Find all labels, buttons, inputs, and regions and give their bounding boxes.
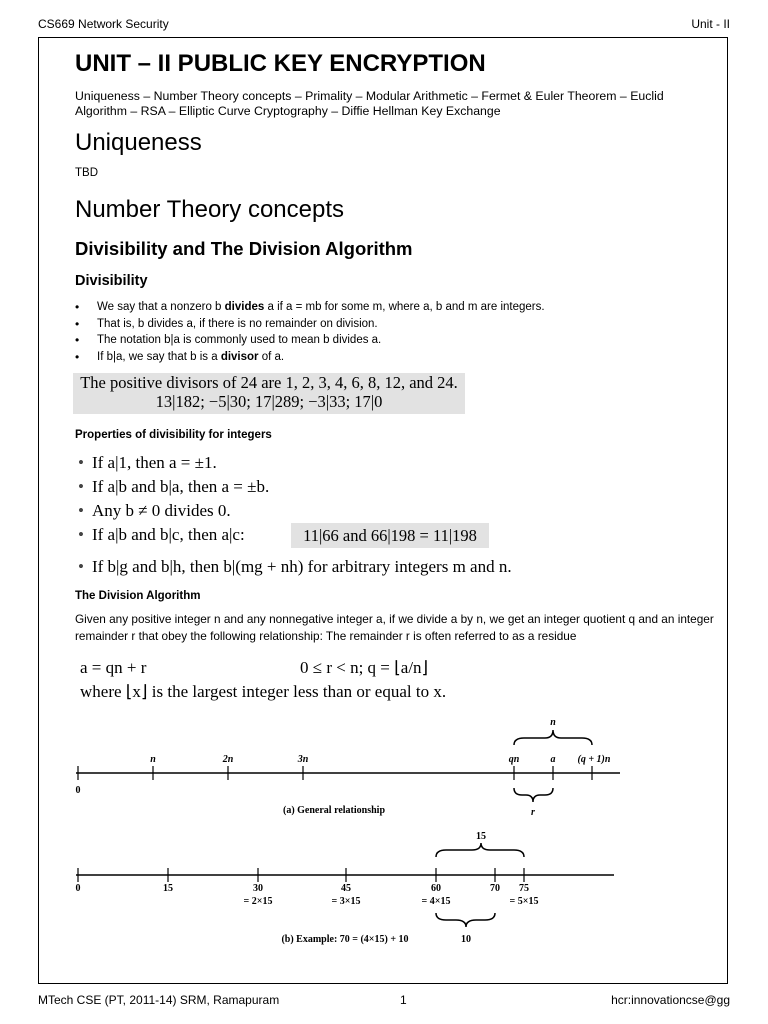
tick-label: 30 — [253, 883, 263, 894]
property-item: • If a|1, then a = ±1. — [78, 453, 217, 473]
tick-label: 15 — [163, 883, 173, 894]
brace-bottom-a — [514, 788, 553, 802]
divisibility-bullets — [75, 300, 545, 366]
divisors-example-line1: The positive divisors of 24 are 1, 2, 3, 4, 6, 8, 12, and 24. — [80, 373, 458, 392]
uniqueness-body: TBD — [75, 167, 98, 179]
tick-label: a — [550, 754, 556, 765]
tick-sublabel: = 3×15 — [331, 896, 361, 907]
formula-a: a = qn + r — [80, 658, 147, 677]
tick-label: 45 — [341, 883, 351, 894]
divisors-example-box — [73, 373, 465, 414]
figure-a-caption: (a) General relationship — [282, 805, 386, 816]
tick-sublabel: = 4×15 — [421, 896, 451, 907]
footer-page-number: 1 — [400, 993, 407, 1007]
bullet-item: • We say that a nonzero b divides a if a = mb for some m, where a, b and m are integers. — [75, 300, 545, 317]
tick-label: 60 — [431, 883, 441, 894]
running-header-course: CS669 Network Security — [38, 17, 169, 31]
division-algorithm-heading: The Division Algorithm — [75, 590, 201, 602]
brace-label: n — [550, 717, 556, 728]
tick-label: n — [150, 754, 156, 765]
transitivity-example-box: 11|66 and 66|198 = 11|198 — [291, 523, 489, 548]
brace-label: r — [531, 807, 535, 818]
division-algorithm-figure — [0, 710, 768, 970]
property-item: • Any b ≠ 0 divides 0. — [78, 501, 231, 521]
number-theory-heading: Number Theory concepts — [75, 196, 345, 223]
brace-bottom-b — [436, 913, 495, 927]
property-item: • If a|b and b|c, then a|c: — [78, 525, 245, 545]
page-title: UNIT – II PUBLIC KEY ENCRYPTION — [75, 50, 486, 77]
figure-b-caption: (b) Example: 70 = (4×15) + 10 — [281, 934, 409, 945]
tick-label: 3n — [297, 754, 309, 765]
tick-label: 2n — [222, 754, 234, 765]
division-algorithm-paragraph: Given any positive integer n and any nonnegative integer a, if we divide a by n, we get an integer quotient q and an integer remainder r that obey the following relationship: The remainder r is often referred to as a residue — [75, 612, 714, 643]
tick-label: 75 — [519, 883, 529, 894]
brace-label: 10 — [461, 934, 471, 945]
uniqueness-heading: Uniqueness — [75, 129, 202, 156]
formula-where: where ⌊x⌋ is the largest integer less than or equal to x. — [80, 682, 447, 701]
topics-list: Uniqueness – Number Theory concepts – Primality – Modular Arithmetic – Fermet & Euler Theorem – Euclid Algorithm – RSA – Elliptic Curve Cryptography – Diffie Hellman Key Exchange — [75, 89, 664, 118]
footer-program: MTech CSE (PT, 2011-14) SRM, Ramapuram — [38, 993, 280, 1007]
division-algorithm-section-heading: Divisibility and The Division Algorithm — [75, 238, 413, 259]
properties-heading: Properties of divisibility for integers — [75, 429, 272, 441]
property-item: • If a|b and b|a, then a = ±b. — [78, 477, 269, 497]
footer-contact: hcr:innovationcse@gg — [611, 993, 730, 1007]
formula-b: 0 ≤ r < n; q = ⌊a/n⌋ — [300, 658, 429, 677]
tick-sublabel: = 2×15 — [243, 896, 273, 907]
tick-label: 0 — [75, 785, 81, 796]
brace-top-a — [514, 730, 592, 745]
divisibility-heading: Divisibility — [75, 273, 148, 289]
bullet-item: • The notation b|a is commonly used to mean b divides a. — [75, 333, 545, 350]
property-item: • If b|g and b|h, then b|(mg + nh) for arbitrary integers m and n. — [78, 557, 512, 577]
tick-sublabel: = 5×15 — [509, 896, 539, 907]
bullet-item: • If b|a, we say that b is a divisor of a. — [75, 350, 545, 367]
tick-label: 70 — [490, 883, 500, 894]
brace-label: 15 — [476, 831, 486, 842]
bullet-item: • That is, b divides a, if there is no remainder on division. — [75, 317, 545, 334]
tick-label: qn — [508, 754, 520, 765]
running-header-unit: Unit - II — [691, 17, 730, 31]
brace-top-b — [436, 843, 524, 857]
tick-label: 0 — [75, 883, 81, 894]
divisors-example-line2: 13|182; −5|30; 17|289; −3|33; 17|0 — [155, 392, 383, 411]
tick-label: (q + 1)n — [577, 754, 611, 765]
